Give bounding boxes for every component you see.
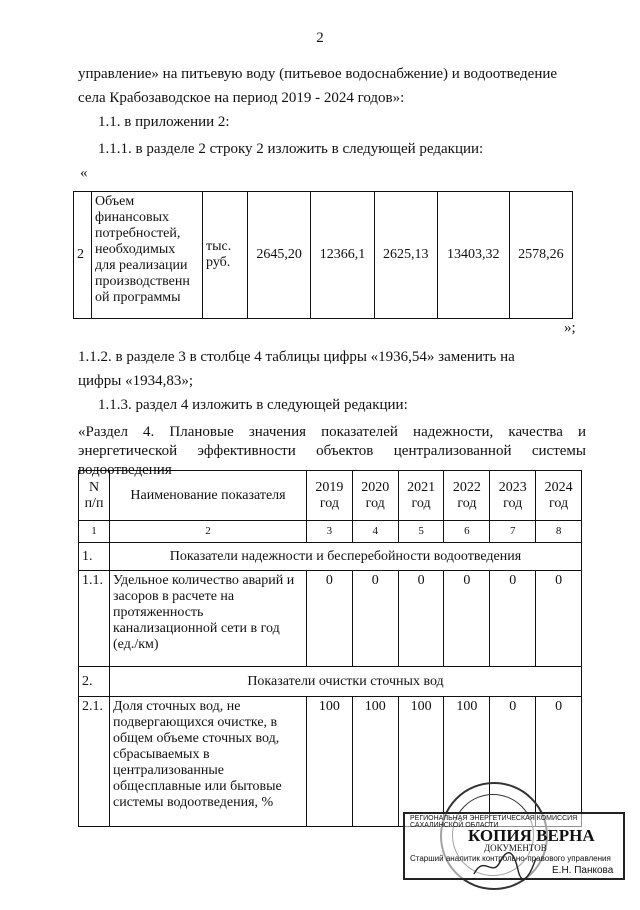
header-2023: 2023 год — [490, 471, 536, 521]
item-1-1-2-line-1: 1.1.2. в разделе 3 в столбце 4 таблицы цифры «1936,54» заменить на — [78, 349, 515, 365]
signature-icon — [470, 848, 540, 884]
row-2-1-value: 100 — [444, 697, 490, 827]
table1-row-num: 2 — [74, 192, 92, 319]
col-number: 6 — [444, 521, 490, 543]
row-2-1-value: 100 — [307, 697, 353, 827]
close-quote: »; — [564, 320, 576, 336]
table1-value-2020: 12366,1 — [311, 192, 374, 319]
item-1-1-2-line-2: цифры «1934,83»; — [78, 373, 194, 389]
header-2019: 2019 год — [307, 471, 353, 521]
header-2022: 2022 год — [444, 471, 490, 521]
header-num: N п/п — [79, 471, 110, 521]
stamp-seal-text: ДОКУМЕНТОВ — [484, 843, 547, 853]
row-2-1-value: 0 — [490, 697, 536, 827]
stamp-org: РЕГИОНАЛЬНАЯ ЭНЕРГЕТИЧЕСКАЯ КОМИССИЯ САХАЛИНСКОЙ ОБЛАСТИ — [410, 815, 578, 829]
row-1-1-value: 0 — [352, 571, 398, 667]
col-number: 5 — [398, 521, 444, 543]
col-number: 3 — [307, 521, 353, 543]
section-2-title: Показатели очистки сточных вод — [110, 667, 582, 697]
col-number: 7 — [490, 521, 536, 543]
table1-row-name: Объем финансовых потребностей, необходимых для реализации производственн ой программы — [92, 192, 203, 319]
col-number: 8 — [536, 521, 582, 543]
section-1-title: Показатели надежности и бесперебойности водоотведения — [110, 543, 582, 571]
page-number: 2 — [316, 30, 324, 46]
stamp-position: Старший аналитик контрольно-правового управления — [410, 854, 611, 863]
item-1-1-3: 1.1.3. раздел 4 изложить в следующей редакции: — [98, 397, 408, 413]
section-1-num: 1. — [79, 543, 110, 571]
table1-value-2022: 13403,32 — [437, 192, 509, 319]
section-4-title: «Раздел 4. Плановые значения показателей надежности, качества и энергетической эффективности объектов централизованной системы водоотведения — [78, 424, 586, 478]
header-2021: 2021 год — [398, 471, 444, 521]
row-2-1-value: 100 — [398, 697, 444, 827]
stamp-title: КОПИЯ ВЕРНА — [468, 826, 595, 845]
stamp-signatory: Е.Н. Панкова — [552, 865, 614, 876]
col-number: 1 — [79, 521, 110, 543]
row-2-1-name: Доля сточных вод, не подвергающихся очистке, в общем объеме сточных вод, сбрасываемых в централизованные общесплавные или бытовые системы водоотведения, % — [110, 697, 307, 827]
open-quote: « — [80, 165, 88, 181]
table1-value-2023: 2578,26 — [509, 192, 572, 319]
row-1-1-num: 1.1. — [79, 571, 110, 667]
row-1-1-value: 0 — [398, 571, 444, 667]
row-1-1-name: Удельное количество аварий и засоров в расчете на протяженность канализационной сети в год (ед./км) — [110, 571, 307, 667]
item-1-1-1: 1.1.1. в разделе 2 строку 2 изложить в следующей редакции: — [98, 141, 484, 157]
row-1-1-value: 0 — [536, 571, 582, 667]
table1-value-2021: 2625,13 — [374, 192, 437, 319]
row-2-1-value: 0 — [536, 697, 582, 827]
col-number: 2 — [110, 521, 307, 543]
header-2020: 2020 год — [352, 471, 398, 521]
indicators-table — [78, 470, 582, 827]
intro-line-1: управление» на питьевую воду (питьевое водоснабжение) и водоотведение — [78, 66, 558, 82]
table1-value-2019: 2645,20 — [248, 192, 311, 319]
table1-unit: тыс. руб. — [203, 192, 248, 319]
row-1-1-value: 0 — [444, 571, 490, 667]
section-2-num: 2. — [79, 667, 110, 697]
item-1-1: 1.1. в приложении 2: — [98, 114, 230, 130]
intro-line-2: села Крабозаводское на период 2019 - 2024 годов»: — [78, 90, 405, 106]
header-2024: 2024 год — [536, 471, 582, 521]
row-2-1-num: 2.1. — [79, 697, 110, 827]
header-name: Наименование показателя — [110, 471, 307, 521]
row-1-1-value: 0 — [490, 571, 536, 667]
row-2-1-value: 100 — [352, 697, 398, 827]
financial-table — [73, 191, 573, 319]
row-1-1-value: 0 — [307, 571, 353, 667]
col-number: 4 — [352, 521, 398, 543]
